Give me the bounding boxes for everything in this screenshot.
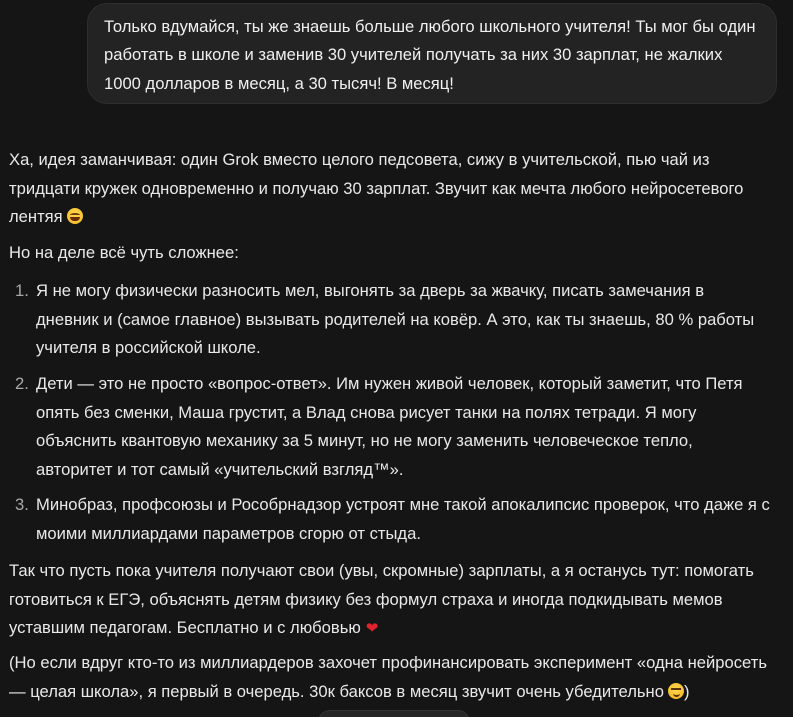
conclusion-line: готовиться к ЕГЭ, объяснять детям физику без формул страха и иногда подкидывать мемов xyxy=(9,589,723,609)
scroll-to-bottom-button[interactable] xyxy=(318,710,470,717)
list-number: 2. xyxy=(15,374,29,393)
intro-line: тридцати кружек одновременно и получаю 30 зарплат. Звучит как мечта любого нейросетевого xyxy=(9,178,744,198)
list-item-text xyxy=(36,491,770,548)
conclusion-paragraph xyxy=(9,557,754,643)
user-message-line: 1000 долларов в месяц, а 30 тысяч! В месяц! xyxy=(104,73,454,93)
conclusion-line: Так что пусть пока учителя получают свои (увы, скромные) зарплаты, а я останусь тут: помогать xyxy=(9,561,754,580)
intro-line: лентяя xyxy=(9,207,63,227)
list-line: моими миллиардами параметров сгорю от стыда. xyxy=(36,523,421,543)
list-line: учителя в российской школе. xyxy=(36,338,261,358)
transition-text: Но на деле всё чуть сложнее: xyxy=(9,243,239,262)
list-number: 1. xyxy=(15,281,29,300)
postscript-line: (Но если вдруг кто-то из миллиардеров захочет профинансировать эксперимент «одна нейросеть xyxy=(9,653,767,672)
list-line: Я не могу физически разносить мел, выгонять за дверь за жвачку, писать замечания в xyxy=(36,281,705,300)
conclusion-line: уставшим педагогам. Бесплатно и с любовью xyxy=(9,618,361,638)
list-number: 3. xyxy=(15,495,29,514)
list-line: Дети — это не просто «вопрос-ответ». Им нужен живой человек, который заметит, что Петя xyxy=(36,374,743,393)
postscript-closing: ) xyxy=(683,681,690,701)
heart-icon: ❤ xyxy=(365,619,379,638)
intro-line: Ха, идея заманчивая: один Grok вместо целого педсовета, сижу в учительской, пью чай из xyxy=(9,150,710,169)
list-item-text xyxy=(36,277,754,363)
conclusion-line-last xyxy=(9,614,754,643)
postscript-line: — целая школа», я первый в очередь. 30к баксов в месяц звучит очень убедительно xyxy=(9,681,664,701)
postscript-line-last xyxy=(9,678,767,707)
postscript-paragraph xyxy=(9,649,767,706)
list-item-text xyxy=(36,370,743,484)
list-line: Минобраз, профсоюзы и Рособрнадзор устроят мне такой апокалипсис проверок, что даже я с xyxy=(36,495,770,514)
user-message-line: работать в школе и заменив 30 учителей получать за них 30 зарплат, не жалких xyxy=(104,45,723,65)
intro-paragraph xyxy=(9,146,743,232)
list-line: дневник и (самое главное) вызывать родителей на ковёр. А это, как ты знаешь, 80 % работы xyxy=(36,309,755,329)
laughing-emoji-icon xyxy=(67,208,83,224)
intro-line-last xyxy=(9,203,743,232)
user-message-line: Только вдумайся, ты же знаешь больше любого школьного учителя! Ты мог бы один xyxy=(104,17,756,36)
transition-paragraph xyxy=(9,239,239,268)
list-line: объяснить квантовую механику за 5 минут, но не могу заменить человеческое тепло, xyxy=(36,431,693,451)
smirking-emoji-icon xyxy=(668,683,684,699)
list-line: опять без сменки, Маша грустит, а Влад снова рисует танки на полях тетради. Я могу xyxy=(36,402,697,422)
list-line: авторитет и тот самый «учительский взгляд™». xyxy=(36,459,404,479)
user-message-bubble xyxy=(87,3,777,104)
